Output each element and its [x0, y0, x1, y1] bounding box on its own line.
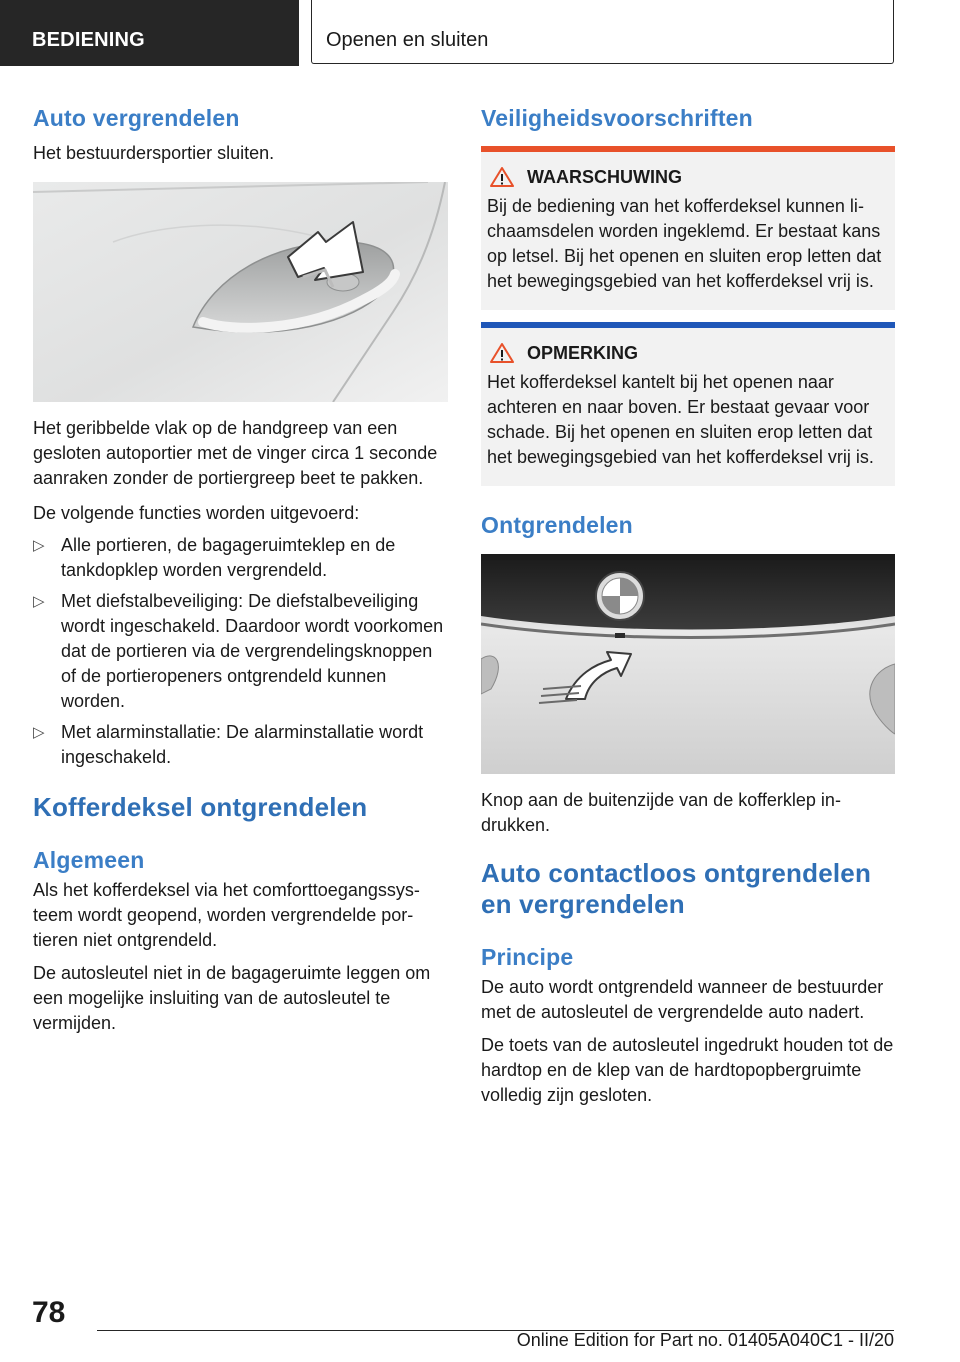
bullet-triangle-icon: ▷	[33, 593, 45, 610]
general-title: Algemeen	[33, 847, 145, 873]
caution-triangle-icon	[489, 342, 515, 364]
general-paragraph-2: De autosleutel niet in de bagageruimte leggen om een mogelijke insluiting van de autosleutel te vermijden.	[33, 963, 431, 1033]
bullet-triangle-icon: ▷	[33, 724, 45, 741]
contactless-title: Auto contactloos ontgrendelen en vergrendelen	[481, 858, 872, 919]
left-column	[33, 100, 448, 1036]
note-heading	[489, 342, 887, 364]
edition-note: Online Edition for Part no. 01405A040C1 - II/20	[516, 1330, 894, 1350]
lock-description: Het geribbelde vlak op de handgreep van een gesloten autoportier met de vinger circa 1 seconde aanraken zonder de portiergreep beet te pakken.	[33, 418, 438, 488]
lock-title: Auto vergrendelen	[33, 105, 240, 131]
note-box	[481, 322, 895, 486]
chapter-tab	[311, 0, 894, 64]
lock-intro: Het bestuurdersportier sluiten.	[33, 143, 275, 163]
trunk-title: Kofferdeksel ontgrendelen	[33, 792, 368, 822]
door-handle-figure	[33, 182, 448, 402]
chapter-label: Openen en sluiten	[326, 29, 489, 51]
functions-intro: De volgende functies worden uitgevoerd:	[33, 503, 360, 523]
safety-title: Veiligheidsvoorschriften	[481, 105, 753, 131]
warning-label: WAARSCHUWING	[527, 166, 682, 187]
page-number: 78	[32, 1296, 66, 1329]
page-header	[0, 0, 960, 66]
warning-box	[481, 146, 895, 310]
door-handle-illustration	[33, 182, 448, 402]
note-label: OPMERKING	[527, 342, 639, 363]
trunk-button-figure	[481, 554, 895, 774]
list-item: ▷ Met alarminstallatie: De alarminstallatie wordt ingeschakeld.	[33, 722, 424, 767]
right-column	[481, 100, 895, 1108]
general-paragraph-1: Als het kofferdeksel via het comforttoegangssysteem wordt geopend, worden vergrendelde portieren niet ontgrendeld.	[33, 880, 420, 950]
principle-title: Principe	[481, 944, 574, 970]
note-bar	[481, 322, 895, 328]
list-item: ▷ Alle portieren, de bagageruimteklep en de tankdopklep worden vergrendeld.	[33, 535, 396, 580]
functions-list	[33, 533, 448, 770]
unlock-title: Ontgrendelen	[481, 512, 633, 538]
warning-bar	[481, 146, 895, 152]
warning-text: Bij de bediening van het kofferdeksel kunnen lichaamsdelen worden ingeklemd. Er bestaat kans op letsel. Bij het openen en sluiten erop letten dat het bewegingsgebied van het kofferdeksel vrij is.	[487, 196, 882, 291]
principle-paragraph-2: De toets van de autosleutel ingedrukt houden tot de hardtop en de klep van de hardtopopbergruimte volledig zijn gesloten.	[481, 1035, 894, 1105]
note-text: Het kofferdeksel kantelt bij het openen naar achteren en naar boven. Er bestaat gevaar voor schade. Bij het openen en sluiten erop letten dat het bewegingsgebied van het kofferdeksel vrij is.	[487, 372, 874, 467]
trunk-button-illustration	[481, 554, 895, 774]
bullet-triangle-icon: ▷	[33, 537, 45, 554]
section-label: BEDIENING	[32, 29, 145, 51]
principle-paragraph-1: De auto wordt ontgrendeld wanneer de bestuurder met de autosleutel de vergrendelde auto nadert.	[481, 977, 884, 1022]
unlock-description: Knop aan de buitenzijde van de kofferklep indrukken.	[481, 790, 841, 835]
section-tab	[0, 0, 299, 66]
list-item: ▷ Met diefstalbeveiliging: De diefstalbeveiliging wordt ingeschakeld. Daardoor wordt voorkomen dat de portieren via de vergrendelingsknoppen of de portieropeners ontgrendeld kunnen worden.	[33, 591, 444, 711]
warning-triangle-icon	[489, 166, 515, 188]
warning-heading	[489, 166, 887, 188]
